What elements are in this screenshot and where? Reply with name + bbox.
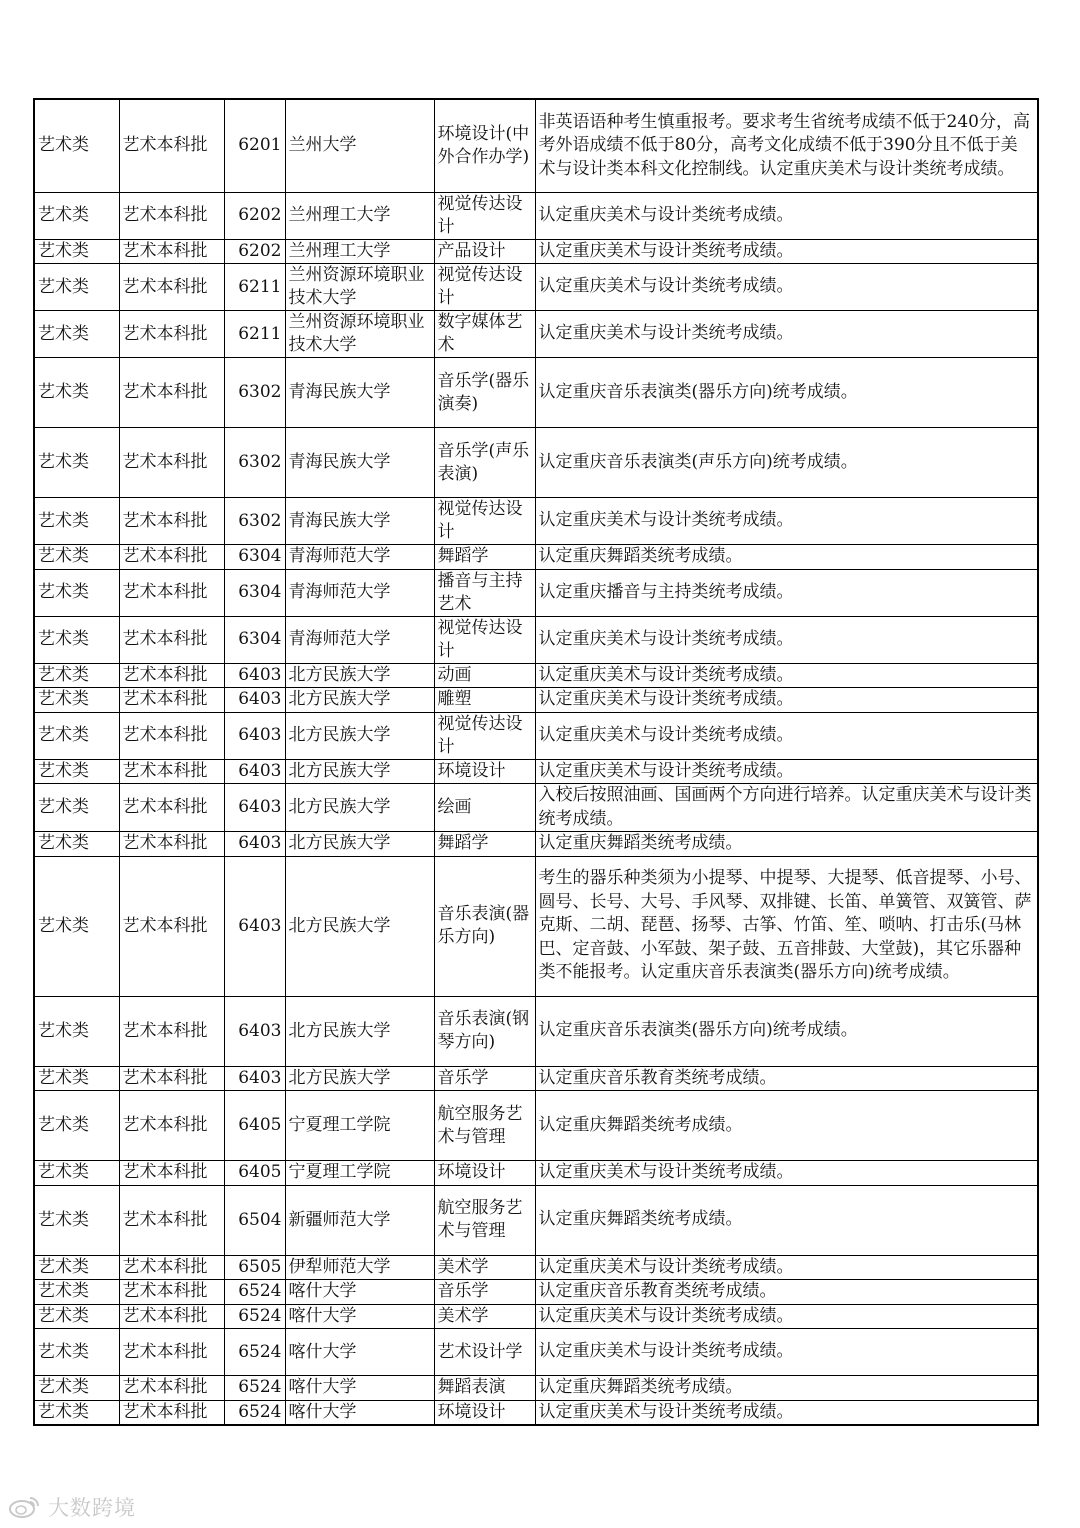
batch-cell: 艺术本科批 bbox=[119, 616, 224, 663]
note-cell: 认定重庆美术与设计类统考成绩。 bbox=[535, 239, 1038, 264]
school-cell: 青海师范大学 bbox=[285, 616, 434, 663]
major-cell: 产品设计 bbox=[434, 239, 535, 264]
category-cell: 艺术类 bbox=[34, 759, 119, 784]
major-cell: 视觉传达设计 bbox=[434, 712, 535, 759]
note-cell: 认定重庆音乐教育类统考成绩。 bbox=[535, 1280, 1038, 1305]
table-row bbox=[34, 688, 1038, 713]
category-cell: 艺术类 bbox=[34, 1161, 119, 1186]
table-row bbox=[34, 1161, 1038, 1186]
category-cell: 艺术类 bbox=[34, 1280, 119, 1305]
major-cell: 环境设计 bbox=[434, 759, 535, 784]
note-cell: 认定重庆舞蹈类统考成绩。 bbox=[535, 832, 1038, 857]
code-cell: 6524 bbox=[224, 1280, 285, 1305]
table-row bbox=[34, 616, 1038, 663]
table-row bbox=[34, 99, 1038, 192]
note-cell: 认定重庆美术与设计类统考成绩。 bbox=[535, 1255, 1038, 1280]
school-cell: 伊犁师范大学 bbox=[285, 1255, 434, 1280]
school-cell: 北方民族大学 bbox=[285, 856, 434, 996]
table-row bbox=[34, 759, 1038, 784]
category-cell: 艺术类 bbox=[34, 856, 119, 996]
major-cell: 美术学 bbox=[434, 1304, 535, 1329]
category-cell: 艺术类 bbox=[34, 832, 119, 857]
school-cell: 兰州理工大学 bbox=[285, 239, 434, 264]
note-cell: 认定重庆美术与设计类统考成绩。 bbox=[535, 1329, 1038, 1376]
category-cell: 艺术类 bbox=[34, 569, 119, 616]
major-cell: 动画 bbox=[434, 663, 535, 688]
note-cell: 非英语语种考生慎重报考。要求考生省统考成绩不低于240分，高考外语成绩不低于80分，高考文化成绩不低于390分且不低于美术与设计类本科文化控制线。认定重庆美术与设计类统考成绩。 bbox=[535, 99, 1038, 192]
batch-cell: 艺术本科批 bbox=[119, 239, 224, 264]
note-cell: 认定重庆音乐表演类(器乐方向)统考成绩。 bbox=[535, 996, 1038, 1066]
watermark bbox=[8, 1492, 136, 1522]
code-cell: 6405 bbox=[224, 1091, 285, 1161]
category-cell: 艺术类 bbox=[34, 498, 119, 545]
school-cell: 北方民族大学 bbox=[285, 784, 434, 832]
table-row bbox=[34, 1400, 1038, 1425]
school-cell: 兰州资源环境职业技术大学 bbox=[285, 264, 434, 311]
table-row bbox=[34, 1091, 1038, 1161]
table-row bbox=[34, 784, 1038, 832]
code-cell: 6403 bbox=[224, 1066, 285, 1091]
note-cell: 认定重庆播音与主持类统考成绩。 bbox=[535, 569, 1038, 616]
batch-cell: 艺术本科批 bbox=[119, 1161, 224, 1186]
school-cell: 兰州大学 bbox=[285, 99, 434, 192]
category-cell: 艺术类 bbox=[34, 663, 119, 688]
table-row bbox=[34, 498, 1038, 545]
table-row bbox=[34, 832, 1038, 857]
batch-cell: 艺术本科批 bbox=[119, 1400, 224, 1425]
note-cell: 认定重庆美术与设计类统考成绩。 bbox=[535, 663, 1038, 688]
table-row bbox=[34, 428, 1038, 498]
watermark-text: 大数跨境 bbox=[48, 1496, 136, 1520]
category-cell: 艺术类 bbox=[34, 1376, 119, 1401]
table-row bbox=[34, 1255, 1038, 1280]
table-row bbox=[34, 239, 1038, 264]
batch-cell: 艺术本科批 bbox=[119, 1280, 224, 1305]
category-cell: 艺术类 bbox=[34, 616, 119, 663]
batch-cell: 艺术本科批 bbox=[119, 759, 224, 784]
batch-cell: 艺术本科批 bbox=[119, 569, 224, 616]
category-cell: 艺术类 bbox=[34, 1255, 119, 1280]
note-cell: 考生的器乐种类须为小提琴、中提琴、大提琴、低音提琴、小号、圆号、长号、大号、手风琴、双排键、长笛、单簧管、双簧管、萨克斯、二胡、琵琶、扬琴、古筝、竹笛、笙、唢呐、打击乐(马林巴、定音鼓、小军鼓、架子鼓、五音排鼓、大堂鼓)，其它乐器种类不能报考。认定重庆音乐表演类(器乐方向)统考成绩。 bbox=[535, 856, 1038, 996]
major-cell: 航空服务艺术与管理 bbox=[434, 1091, 535, 1161]
school-cell: 喀什大学 bbox=[285, 1376, 434, 1401]
major-cell: 视觉传达设计 bbox=[434, 498, 535, 545]
school-cell: 青海师范大学 bbox=[285, 569, 434, 616]
category-cell: 艺术类 bbox=[34, 428, 119, 498]
category-cell: 艺术类 bbox=[34, 1066, 119, 1091]
category-cell: 艺术类 bbox=[34, 1304, 119, 1329]
table-row bbox=[34, 1329, 1038, 1376]
note-cell: 认定重庆美术与设计类统考成绩。 bbox=[535, 712, 1038, 759]
weibo-logo-icon bbox=[8, 1494, 42, 1520]
table-row bbox=[34, 663, 1038, 688]
code-cell: 6403 bbox=[224, 759, 285, 784]
school-cell: 宁夏理工学院 bbox=[285, 1091, 434, 1161]
major-cell: 视觉传达设计 bbox=[434, 192, 535, 239]
batch-cell: 艺术本科批 bbox=[119, 264, 224, 311]
batch-cell: 艺术本科批 bbox=[119, 1185, 224, 1255]
major-cell: 舞蹈学 bbox=[434, 545, 535, 570]
batch-cell: 艺术本科批 bbox=[119, 856, 224, 996]
code-cell: 6524 bbox=[224, 1400, 285, 1425]
school-cell: 青海民族大学 bbox=[285, 358, 434, 428]
note-cell: 入校后按照油画、国画两个方向进行培养。认定重庆美术与设计类统考成绩。 bbox=[535, 784, 1038, 832]
table-row bbox=[34, 1185, 1038, 1255]
note-cell: 认定重庆音乐表演类(声乐方向)统考成绩。 bbox=[535, 428, 1038, 498]
school-cell: 喀什大学 bbox=[285, 1280, 434, 1305]
school-cell: 北方民族大学 bbox=[285, 759, 434, 784]
batch-cell: 艺术本科批 bbox=[119, 1091, 224, 1161]
batch-cell: 艺术本科批 bbox=[119, 996, 224, 1066]
table-row bbox=[34, 545, 1038, 570]
batch-cell: 艺术本科批 bbox=[119, 99, 224, 192]
school-cell: 兰州理工大学 bbox=[285, 192, 434, 239]
category-cell: 艺术类 bbox=[34, 784, 119, 832]
batch-cell: 艺术本科批 bbox=[119, 545, 224, 570]
code-cell: 6504 bbox=[224, 1185, 285, 1255]
major-cell: 美术学 bbox=[434, 1255, 535, 1280]
note-cell: 认定重庆音乐表演类(器乐方向)统考成绩。 bbox=[535, 358, 1038, 428]
major-cell: 数字媒体艺术 bbox=[434, 311, 535, 358]
major-cell: 环境设计 bbox=[434, 1161, 535, 1186]
major-cell: 音乐学(声乐表演) bbox=[434, 428, 535, 498]
major-cell: 舞蹈表演 bbox=[434, 1376, 535, 1401]
code-cell: 6201 bbox=[224, 99, 285, 192]
table-row bbox=[34, 1066, 1038, 1091]
batch-cell: 艺术本科批 bbox=[119, 784, 224, 832]
batch-cell: 艺术本科批 bbox=[119, 688, 224, 713]
admission-table bbox=[33, 98, 1039, 1426]
code-cell: 6524 bbox=[224, 1376, 285, 1401]
code-cell: 6202 bbox=[224, 192, 285, 239]
table-row bbox=[34, 1376, 1038, 1401]
note-cell: 认定重庆美术与设计类统考成绩。 bbox=[535, 264, 1038, 311]
school-cell: 北方民族大学 bbox=[285, 688, 434, 713]
note-cell: 认定重庆美术与设计类统考成绩。 bbox=[535, 759, 1038, 784]
school-cell: 青海师范大学 bbox=[285, 545, 434, 570]
batch-cell: 艺术本科批 bbox=[119, 311, 224, 358]
code-cell: 6302 bbox=[224, 358, 285, 428]
table-row bbox=[34, 192, 1038, 239]
table-row bbox=[34, 996, 1038, 1066]
category-cell: 艺术类 bbox=[34, 239, 119, 264]
batch-cell: 艺术本科批 bbox=[119, 1329, 224, 1376]
school-cell: 北方民族大学 bbox=[285, 832, 434, 857]
code-cell: 6524 bbox=[224, 1304, 285, 1329]
category-cell: 艺术类 bbox=[34, 545, 119, 570]
school-cell: 新疆师范大学 bbox=[285, 1185, 434, 1255]
batch-cell: 艺术本科批 bbox=[119, 428, 224, 498]
table-row bbox=[34, 1280, 1038, 1305]
major-cell: 音乐表演(器乐方向) bbox=[434, 856, 535, 996]
note-cell: 认定重庆美术与设计类统考成绩。 bbox=[535, 1161, 1038, 1186]
note-cell: 认定重庆美术与设计类统考成绩。 bbox=[535, 1400, 1038, 1425]
batch-cell: 艺术本科批 bbox=[119, 663, 224, 688]
batch-cell: 艺术本科批 bbox=[119, 1066, 224, 1091]
category-cell: 艺术类 bbox=[34, 192, 119, 239]
table-row bbox=[34, 358, 1038, 428]
table-row bbox=[34, 1304, 1038, 1329]
major-cell: 艺术设计学 bbox=[434, 1329, 535, 1376]
code-cell: 6304 bbox=[224, 569, 285, 616]
code-cell: 6403 bbox=[224, 688, 285, 713]
school-cell: 青海民族大学 bbox=[285, 428, 434, 498]
school-cell: 北方民族大学 bbox=[285, 712, 434, 759]
batch-cell: 艺术本科批 bbox=[119, 1255, 224, 1280]
major-cell: 音乐学(器乐演奏) bbox=[434, 358, 535, 428]
batch-cell: 艺术本科批 bbox=[119, 1376, 224, 1401]
code-cell: 6403 bbox=[224, 663, 285, 688]
major-cell: 雕塑 bbox=[434, 688, 535, 713]
batch-cell: 艺术本科批 bbox=[119, 712, 224, 759]
major-cell: 音乐学 bbox=[434, 1066, 535, 1091]
code-cell: 6403 bbox=[224, 712, 285, 759]
code-cell: 6302 bbox=[224, 428, 285, 498]
table-row bbox=[34, 264, 1038, 311]
code-cell: 6211 bbox=[224, 264, 285, 311]
code-cell: 6202 bbox=[224, 239, 285, 264]
major-cell: 环境设计(中外合作办学) bbox=[434, 99, 535, 192]
batch-cell: 艺术本科批 bbox=[119, 192, 224, 239]
note-cell: 认定重庆音乐教育类统考成绩。 bbox=[535, 1066, 1038, 1091]
major-cell: 视觉传达设计 bbox=[434, 264, 535, 311]
school-cell: 喀什大学 bbox=[285, 1304, 434, 1329]
code-cell: 6304 bbox=[224, 545, 285, 570]
table-body bbox=[34, 99, 1038, 1425]
code-cell: 6304 bbox=[224, 616, 285, 663]
major-cell: 环境设计 bbox=[434, 1400, 535, 1425]
batch-cell: 艺术本科批 bbox=[119, 832, 224, 857]
category-cell: 艺术类 bbox=[34, 99, 119, 192]
note-cell: 认定重庆美术与设计类统考成绩。 bbox=[535, 311, 1038, 358]
school-cell: 北方民族大学 bbox=[285, 1066, 434, 1091]
table-row bbox=[34, 856, 1038, 996]
code-cell: 6302 bbox=[224, 498, 285, 545]
code-cell: 6211 bbox=[224, 311, 285, 358]
note-cell: 认定重庆美术与设计类统考成绩。 bbox=[535, 1304, 1038, 1329]
note-cell: 认定重庆舞蹈类统考成绩。 bbox=[535, 1376, 1038, 1401]
major-cell: 舞蹈学 bbox=[434, 832, 535, 857]
category-cell: 艺术类 bbox=[34, 311, 119, 358]
code-cell: 6403 bbox=[224, 832, 285, 857]
major-cell: 音乐学 bbox=[434, 1280, 535, 1305]
school-cell: 喀什大学 bbox=[285, 1329, 434, 1376]
school-cell: 宁夏理工学院 bbox=[285, 1161, 434, 1186]
school-cell: 兰州资源环境职业技术大学 bbox=[285, 311, 434, 358]
code-cell: 6403 bbox=[224, 996, 285, 1066]
category-cell: 艺术类 bbox=[34, 1185, 119, 1255]
note-cell: 认定重庆舞蹈类统考成绩。 bbox=[535, 1091, 1038, 1161]
major-cell: 播音与主持艺术 bbox=[434, 569, 535, 616]
major-cell: 航空服务艺术与管理 bbox=[434, 1185, 535, 1255]
code-cell: 6505 bbox=[224, 1255, 285, 1280]
school-cell: 北方民族大学 bbox=[285, 663, 434, 688]
code-cell: 6524 bbox=[224, 1329, 285, 1376]
category-cell: 艺术类 bbox=[34, 688, 119, 713]
major-cell: 视觉传达设计 bbox=[434, 616, 535, 663]
category-cell: 艺术类 bbox=[34, 264, 119, 311]
school-cell: 北方民族大学 bbox=[285, 996, 434, 1066]
school-cell: 青海民族大学 bbox=[285, 498, 434, 545]
note-cell: 认定重庆美术与设计类统考成绩。 bbox=[535, 192, 1038, 239]
note-cell: 认定重庆美术与设计类统考成绩。 bbox=[535, 498, 1038, 545]
category-cell: 艺术类 bbox=[34, 712, 119, 759]
category-cell: 艺术类 bbox=[34, 358, 119, 428]
code-cell: 6403 bbox=[224, 784, 285, 832]
category-cell: 艺术类 bbox=[34, 1091, 119, 1161]
note-cell: 认定重庆美术与设计类统考成绩。 bbox=[535, 688, 1038, 713]
category-cell: 艺术类 bbox=[34, 1400, 119, 1425]
batch-cell: 艺术本科批 bbox=[119, 498, 224, 545]
note-cell: 认定重庆舞蹈类统考成绩。 bbox=[535, 1185, 1038, 1255]
major-cell: 音乐表演(钢琴方向) bbox=[434, 996, 535, 1066]
code-cell: 6403 bbox=[224, 856, 285, 996]
table-row bbox=[34, 569, 1038, 616]
batch-cell: 艺术本科批 bbox=[119, 358, 224, 428]
category-cell: 艺术类 bbox=[34, 996, 119, 1066]
note-cell: 认定重庆美术与设计类统考成绩。 bbox=[535, 616, 1038, 663]
major-cell: 绘画 bbox=[434, 784, 535, 832]
category-cell: 艺术类 bbox=[34, 1329, 119, 1376]
note-cell: 认定重庆舞蹈类统考成绩。 bbox=[535, 545, 1038, 570]
table-row bbox=[34, 311, 1038, 358]
code-cell: 6405 bbox=[224, 1161, 285, 1186]
batch-cell: 艺术本科批 bbox=[119, 1304, 224, 1329]
table-row bbox=[34, 712, 1038, 759]
school-cell: 喀什大学 bbox=[285, 1400, 434, 1425]
